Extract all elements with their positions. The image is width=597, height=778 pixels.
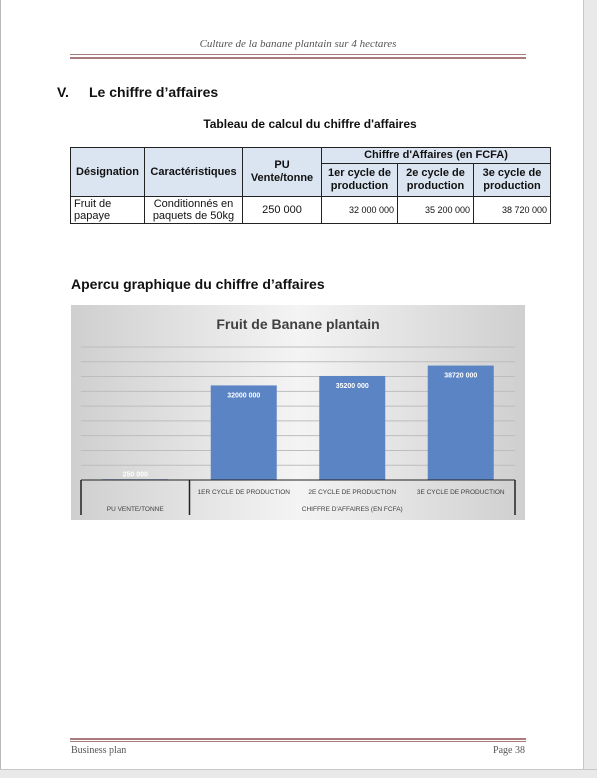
cell-cycle2: 35 200 000 <box>398 197 474 224</box>
footer-rule-thick <box>70 738 526 740</box>
x-group-label: CHIFFRE D'AFFAIRES (EN FCFA) <box>301 506 403 513</box>
page-frame-right <box>583 0 597 778</box>
page-frame-left <box>0 0 1 778</box>
header-ca-group: Chiffre d'Affaires (en FCFA) <box>322 148 551 164</box>
section-title-text: Le chiffre d’affaires <box>89 84 219 100</box>
cell-caracteristiques: Conditionnés en paquets de 50kg <box>145 197 243 224</box>
x-group-label: PU VENTE/TONNE <box>106 506 164 513</box>
x-tick-label: 2E CYCLE DE PRODUCTION <box>308 489 397 496</box>
page-frame-bottom <box>0 769 597 778</box>
bar-data-label: 38720 000 <box>444 372 478 380</box>
cell-pu: 250 000 <box>243 197 322 224</box>
section-title <box>57 84 218 100</box>
header-cycle1: 1er cycle de production <box>322 164 398 197</box>
table-row <box>71 197 551 224</box>
revenue-table <box>70 147 551 224</box>
header-cycle2: 2e cycle de production <box>398 164 474 197</box>
header-caracteristiques: Caractéristiques <box>145 148 243 197</box>
page-number: Page 38 <box>493 745 525 756</box>
chart-container <box>71 305 525 520</box>
table-caption: Tableau de calcul du chiffre d'affaires <box>203 117 417 131</box>
header-rule <box>70 54 526 55</box>
running-header: Culture de la banane plantain sur 4 hectares <box>199 38 397 50</box>
footer-rule <box>70 741 526 742</box>
bar-data-label: 35200 000 <box>335 382 369 390</box>
header-cycle3: 3e cycle de production <box>474 164 551 197</box>
chart-section-title: Apercu graphique du chiffre d’affaires <box>71 276 325 292</box>
bar-data-label: 32000 000 <box>227 392 261 400</box>
chart-bar <box>428 366 494 480</box>
x-tick-label: 1ER CYCLE DE PRODUCTION <box>197 489 290 496</box>
x-tick-label: 3E CYCLE DE PRODUCTION <box>416 489 505 496</box>
header-rule-thick <box>70 57 526 59</box>
cell-cycle1: 32 000 000 <box>322 197 398 224</box>
cell-designation: Fruit de papaye <box>71 197 145 224</box>
chart-title: Fruit de Banane plantain <box>216 316 380 332</box>
section-number: V. <box>57 84 69 100</box>
bar-chart <box>71 305 525 520</box>
header-designation: Désignation <box>71 148 145 197</box>
cell-cycle3: 38 720 000 <box>474 197 551 224</box>
chart-bar <box>319 376 385 480</box>
chart-bar <box>211 385 277 480</box>
bar-data-label: 250 000 <box>122 471 148 479</box>
header-pu: PU Vente/tonne <box>243 148 322 197</box>
footer-left: Business plan <box>71 745 127 756</box>
